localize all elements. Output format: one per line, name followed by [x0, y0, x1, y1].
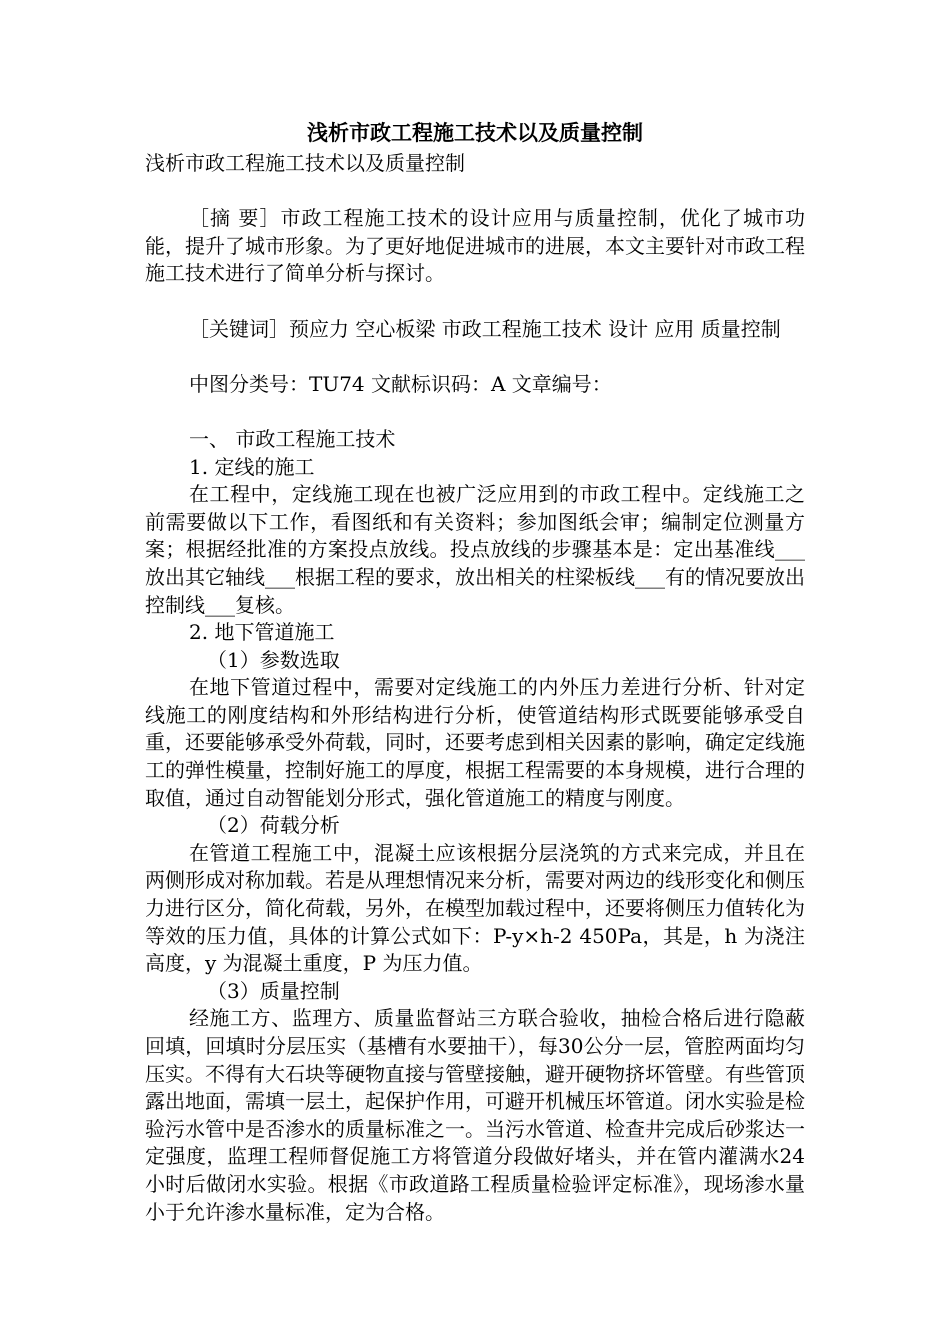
subsection-body-2-3: 经施工方、监理方、质量监督站三方联合验收，抽检合格后进行隐蔽回填，回填时分层压实（基槽有水要抽干），每30公分一层，管腔两面均匀压实。不得有大石块等硬物直接与管壁接触，避开硬物挤坏管壁。有些管顶露出地面，需填一层土，起保护作用，可避开机械压坏管道。闭水实验是检验污水管中是否渗水的质量标准之一。当污水管道、检查井完成后砂浆达一定强度，监理工程师督促施工方将管道分段做好堵头，并在管内灌满水24小时后做闭水实验。根据《市政道路工程质量检验评定标准》，现场渗水量小于允许渗水量标准，定为合格。 — [145, 1006, 805, 1224]
subsection-heading-2-1: （1）参数选取 — [207, 647, 340, 672]
document-page — [145, 118, 805, 1226]
subsection-body-2-1: 在地下管道过程中，需要对定线施工的内外压力差进行分析、针对定线施工的刚度结构和外形结构进行分析，使管道结构形式既要能够承受自重，还要能够承受外荷载，同时，还要考虑到相关因素的影响，确定定线施工的弹性模量，控制好施工的厚度，根据工程需要的本身规模，进行合理的取值，通过自动智能划分形式，强化管道施工的精度与刚度。 — [145, 675, 805, 810]
spacer — [145, 178, 805, 206]
classification-line: 中图分类号：TU74 文献标识码：A 文章编号： — [189, 371, 612, 396]
subsection-heading-2-2: （2）荷载分析 — [207, 813, 340, 838]
spacer — [145, 288, 805, 316]
document-subtitle: 浅析市政工程施工技术以及质量控制 — [145, 151, 465, 175]
spacer — [145, 398, 805, 426]
subsection-heading-2: 2. 地下管道施工 — [189, 620, 335, 645]
subsection-body-2-2: 在管道工程施工中，混凝土应该根据分层浇筑的方式来完成，并且在两侧形成对称加载。若是从理想情况来分析，需要对两边的线形变化和侧压力进行区分，简化荷载，另外，在模型加载过程中，还要将侧压力值转化为等效的压力值，具体的计算公式如下：P-y×h-2 450Pa，其是，h 为浇注高度，y 为混凝土重度，P 为压力值。 — [145, 840, 805, 976]
document-title: 浅析市政工程施工技术以及质量控制 — [307, 121, 643, 145]
subsection-heading-1: 1. 定线的施工 — [189, 454, 315, 479]
abstract-paragraph: ［摘 要］市政工程施工技术的设计应用与质量控制，优化了城市功能，提升了城市形象。为了更好地促进城市的进展，本文主要针对市政工程施工技术进行了简单分析与探讨。 — [145, 206, 805, 286]
spacer — [145, 343, 805, 371]
section-heading-1: 一、 市政工程施工技术 — [189, 426, 396, 451]
subsection-body-1: 在工程中，定线施工现在也被广泛应用到的市政工程中。定线施工之前需要做以下工作，看图纸和有关资料；参加图纸会审；编制定位测量方案；根据经批准的方案投点放线。投点放线的步骤基本是：定出基准线___放出其它轴线___根据工程的要求，放出相关的柱梁板线___有的情况要放出控制线___复核。 — [145, 482, 805, 617]
keywords-paragraph: ［关键词］预应力 空心板梁 市政工程施工技术 设计 应用 质量控制 — [189, 316, 781, 341]
subsection-heading-2-3: （3）质量控制 — [207, 978, 340, 1003]
